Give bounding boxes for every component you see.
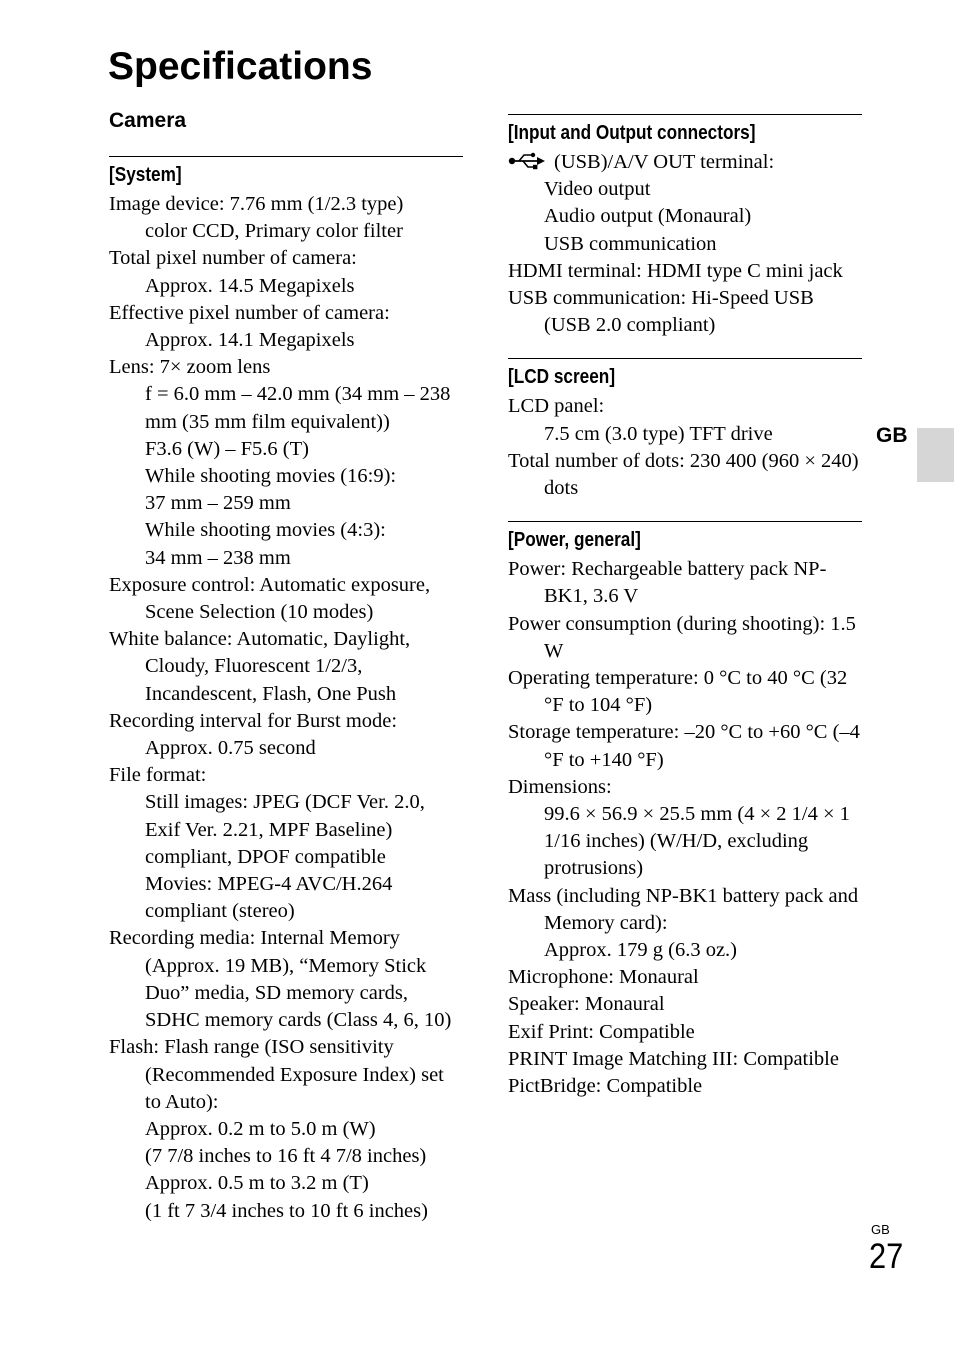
spec-line bbox=[109, 1034, 463, 1116]
right-column bbox=[508, 114, 862, 1100]
spec-line bbox=[508, 393, 862, 420]
spec-text: Dimensions: bbox=[508, 775, 612, 798]
spec-text: Mass (including NP-BK1 battery pack and Memory card): bbox=[508, 884, 859, 934]
spec-text: LCD panel: bbox=[508, 395, 605, 418]
spec-text: While shooting movies (16:9): bbox=[145, 465, 397, 488]
spec-line bbox=[508, 556, 862, 610]
spec-line bbox=[109, 300, 463, 327]
spec-line bbox=[508, 991, 862, 1018]
spec-text: Power consumption (during shooting): 1.5 W bbox=[508, 612, 856, 662]
spec-line bbox=[508, 203, 862, 230]
footer-region: GB bbox=[871, 1222, 890, 1237]
section-heading: [Power, general] bbox=[508, 529, 641, 552]
spec-line bbox=[109, 1143, 463, 1170]
spec-text: Approx. 0.75 second bbox=[145, 737, 316, 760]
spec-text: HDMI terminal: HDMI type C mini jack bbox=[508, 259, 843, 282]
spec-line bbox=[508, 719, 862, 773]
spec-line bbox=[508, 1073, 862, 1100]
spec-text: Approx. 14.1 Megapixels bbox=[145, 329, 355, 352]
spec-text: Total pixel number of camera: bbox=[109, 247, 357, 270]
spec-text: Approx. 179 g (6.3 oz.) bbox=[544, 939, 738, 962]
spec-line bbox=[508, 448, 862, 502]
spec-line bbox=[109, 490, 463, 517]
spec-line bbox=[109, 354, 463, 381]
usb-icon bbox=[508, 152, 546, 170]
spec-line bbox=[109, 381, 463, 435]
spec-line bbox=[109, 626, 463, 708]
spec-text: Speaker: Monaural bbox=[508, 993, 665, 1016]
spec-line bbox=[109, 735, 463, 762]
spec-section bbox=[109, 156, 463, 1225]
spec-line bbox=[109, 327, 463, 354]
spec-line bbox=[508, 611, 862, 665]
spec-line bbox=[109, 545, 463, 572]
spec-text: Microphone: Monaural bbox=[508, 966, 699, 989]
spec-text: Still images: JPEG (DCF Ver. 2.0, Exif Ver. 2.21, MPF Baseline) compliant, DPOF compatible bbox=[145, 791, 425, 868]
region-tab-marker bbox=[917, 428, 954, 482]
spec-text: Effective pixel number of camera: bbox=[109, 301, 390, 324]
spec-section bbox=[508, 521, 862, 1100]
spec-text: Storage temperature: –20 °C to +60 °C (–4 °F to +140 °F) bbox=[508, 721, 860, 771]
section-subtitle: Camera bbox=[109, 109, 187, 132]
spec-text: Approx. 0.5 m to 3.2 m (T) bbox=[145, 1172, 369, 1195]
spec-text: Total number of dots: 230 400 (960 × 240) dots bbox=[508, 449, 859, 500]
spec-list bbox=[508, 556, 862, 1100]
spec-line bbox=[109, 245, 463, 272]
spec-text: Exif Print: Compatible bbox=[508, 1020, 695, 1043]
spec-text: Image device: 7.76 mm (1/2.3 type) bbox=[109, 193, 404, 215]
spec-text: (1 ft 7 3/4 inches to 10 ft 6 inches) bbox=[145, 1199, 428, 1222]
spec-text: 34 mm – 238 mm bbox=[145, 546, 291, 569]
spec-line bbox=[109, 572, 463, 626]
spec-text: White balance: Automatic, Daylight, Cloudy, Fluorescent 1/2/3, Incandescent, Flash, One Push bbox=[109, 628, 411, 705]
spec-line bbox=[508, 1046, 862, 1073]
spec-text: 99.6 × 56.9 × 25.5 mm (4 × 2 1/4 × 1 1/16 inches) (W/H/D, excluding protrusions) bbox=[544, 803, 850, 880]
spec-text: While shooting movies (4:3): bbox=[145, 519, 386, 542]
page-number: 27 bbox=[869, 1237, 904, 1276]
spec-line bbox=[508, 937, 862, 964]
spec-line bbox=[508, 1019, 862, 1046]
spec-text: USB communication: Hi-Speed USB (USB 2.0 compliant) bbox=[508, 287, 814, 337]
spec-text: Flash: Flash range (ISO sensitivity (Recommended Exposure Index) set to Auto): bbox=[109, 1036, 444, 1113]
spec-line bbox=[109, 218, 463, 245]
spec-text: Video output bbox=[544, 178, 651, 201]
spec-text: Power: Rechargeable battery pack NP-BK1, 3.6 V bbox=[508, 558, 827, 608]
spec-text: Lens: 7× zoom lens bbox=[109, 356, 271, 379]
spec-line bbox=[508, 801, 862, 883]
spec-line bbox=[508, 665, 862, 719]
spec-text: Operating temperature: 0 °C to 40 °C (32 °F to 104 °F) bbox=[508, 667, 848, 717]
spec-text: Recording interval for Burst mode: bbox=[109, 709, 398, 732]
spec-line bbox=[109, 925, 463, 1034]
spec-line bbox=[109, 517, 463, 544]
spec-line bbox=[508, 964, 862, 991]
spec-text: (7 7/8 inches to 16 ft 4 7/8 inches) bbox=[145, 1145, 427, 1168]
spec-line bbox=[508, 421, 862, 448]
spec-line bbox=[508, 883, 862, 937]
spec-line bbox=[508, 149, 862, 176]
spec-line bbox=[109, 1116, 463, 1143]
spec-text: Recording media: Internal Memory (Approx. 19 MB), “Memory Stick Duo” media, SD memory cards, SDHC memory cards (Class 4, 6, 10) bbox=[109, 927, 452, 1032]
spec-line bbox=[508, 285, 862, 339]
spec-line bbox=[109, 463, 463, 490]
spec-section bbox=[508, 114, 862, 339]
spec-line bbox=[109, 273, 463, 300]
section-heading: [LCD screen] bbox=[508, 366, 616, 389]
spec-text: PRINT Image Matching III: Compatible bbox=[508, 1047, 839, 1070]
spec-text: Audio output (Monaural) bbox=[544, 205, 752, 228]
section-heading: [System] bbox=[109, 164, 182, 186]
spec-line bbox=[109, 1198, 463, 1225]
region-tab-label: GB bbox=[876, 424, 908, 447]
page-title: Specifications bbox=[108, 45, 373, 88]
spec-line bbox=[109, 1170, 463, 1197]
left-column bbox=[109, 156, 463, 1225]
spec-text: color CCD, Primary color filter bbox=[145, 220, 403, 243]
spec-text: f = 6.0 mm – 42.0 mm (34 mm – 238 mm (35 mm film equivalent)) bbox=[145, 383, 451, 433]
spec-text: Approx. 14.5 Megapixels bbox=[145, 274, 355, 297]
spec-line bbox=[508, 231, 862, 258]
spec-text: F3.6 (W) – F5.6 (T) bbox=[145, 437, 309, 460]
spec-line bbox=[508, 774, 862, 801]
spec-text: 7.5 cm (3.0 type) TFT drive bbox=[544, 422, 773, 445]
spec-list bbox=[508, 393, 862, 502]
spec-line bbox=[508, 258, 862, 285]
spec-line bbox=[109, 762, 463, 789]
spec-line bbox=[109, 708, 463, 735]
spec-text: (USB)/A/V OUT terminal: bbox=[554, 151, 775, 173]
spec-line bbox=[508, 176, 862, 203]
spec-line bbox=[109, 789, 463, 871]
spec-list bbox=[109, 191, 463, 1225]
spec-text: File format: bbox=[109, 764, 207, 787]
spec-text: PictBridge: Compatible bbox=[508, 1075, 703, 1098]
spec-text: Exposure control: Automatic exposure, Scene Selection (10 modes) bbox=[109, 573, 431, 624]
spec-text: Movies: MPEG-4 AVC/H.264 compliant (stereo) bbox=[145, 873, 393, 923]
spec-text: Approx. 0.2 m to 5.0 m (W) bbox=[145, 1117, 376, 1140]
section-heading: [Input and Output connectors] bbox=[508, 122, 756, 144]
spec-section bbox=[508, 358, 862, 502]
spec-line bbox=[109, 871, 463, 925]
spec-text: USB communication bbox=[544, 232, 717, 255]
spec-list bbox=[508, 149, 862, 339]
spec-line bbox=[109, 191, 463, 218]
spec-text: 37 mm – 259 mm bbox=[145, 492, 291, 515]
spec-line bbox=[109, 436, 463, 463]
